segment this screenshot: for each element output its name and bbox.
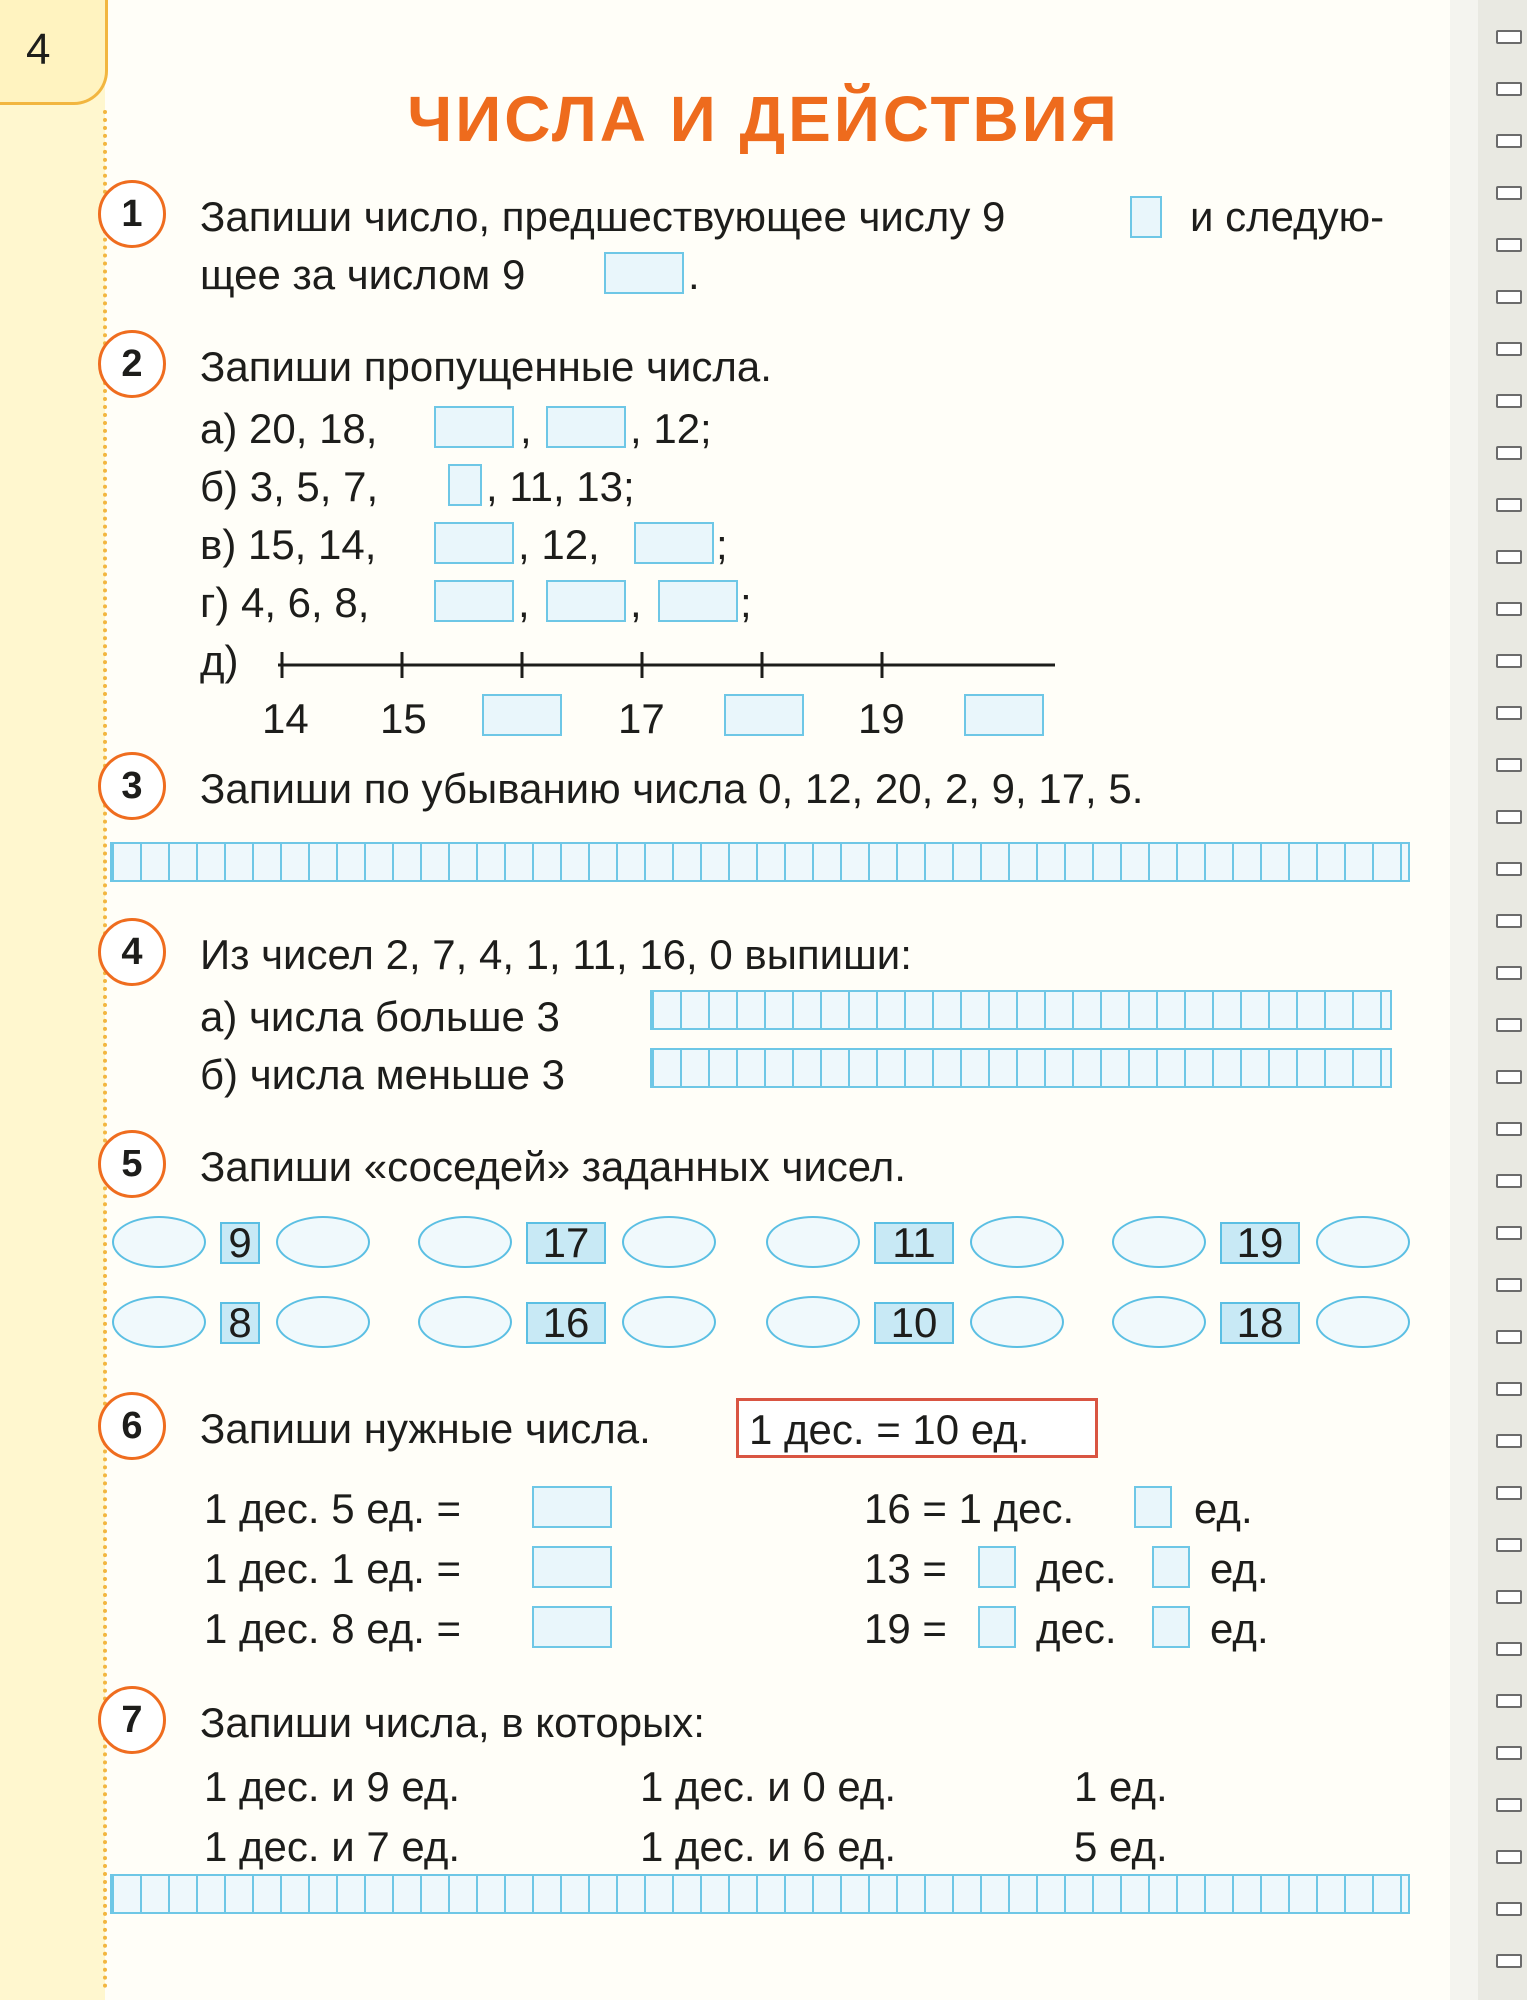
neighbor-oval[interactable] <box>418 1296 512 1348</box>
spiral-coil <box>1496 1902 1522 1916</box>
task-4a-answer-grid[interactable] <box>650 990 1392 1030</box>
task-6-r2-cell-1[interactable] <box>978 1546 1016 1588</box>
task-2a-end: , 12; <box>630 405 712 452</box>
spiral-coil <box>1496 446 1522 460</box>
task-2a-sep: , <box>520 405 532 452</box>
spiral-coil <box>1496 862 1522 876</box>
task-1-badge: 1 <box>98 180 166 248</box>
page-number: 4 <box>0 0 108 105</box>
task-6-r3b: дес. <box>1036 1605 1117 1652</box>
spiral-coil <box>1496 810 1522 824</box>
spiral-coil <box>1496 1746 1522 1760</box>
spiral-coil <box>1496 1382 1522 1396</box>
spiral-coil <box>1496 82 1522 96</box>
neighbor-oval[interactable] <box>1112 1216 1206 1268</box>
rule-text: 1 дес. = 10 ед. <box>749 1406 1030 1453</box>
task-6-r3-cell-2[interactable] <box>1152 1606 1190 1648</box>
number-line-cell-1[interactable] <box>482 694 562 736</box>
spiral-coil <box>1496 1694 1522 1708</box>
task-7-item: 5 ед. <box>1074 1823 1168 1870</box>
neighbor-oval[interactable] <box>970 1296 1064 1348</box>
task-4b: б) числа меньше 3 <box>200 1051 565 1098</box>
task-6-left-1: 1 дес. 5 ед. = <box>204 1485 462 1532</box>
task-2a-cell-2[interactable] <box>546 406 626 448</box>
task-4b-answer-grid[interactable] <box>650 1048 1392 1088</box>
spiral-coil <box>1496 1122 1522 1136</box>
rule-box <box>736 1398 1098 1458</box>
spiral-coil <box>1496 1954 1522 1968</box>
task-4-badge: 4 <box>98 918 166 986</box>
task-2v-end: ; <box>716 521 728 568</box>
task-2g: г) 4, 6, 8, <box>200 579 370 626</box>
task-6-r3-cell-1[interactable] <box>978 1606 1016 1648</box>
spiral-coil <box>1496 966 1522 980</box>
task-2g-cell-2[interactable] <box>546 580 626 622</box>
given-number: 11 <box>874 1222 954 1264</box>
task-7-item: 1 дес. и 9 ед. <box>204 1763 460 1810</box>
given-number: 10 <box>874 1302 954 1344</box>
task-6-r2c: ед. <box>1210 1545 1269 1592</box>
task-3-text: Запиши по убыванию числа 0, 12, 20, 2, 9, 17, 5. <box>200 765 1144 812</box>
task-6-r2a: 13 = <box>864 1545 947 1592</box>
task-6-r1-cell[interactable] <box>1134 1486 1172 1528</box>
task-3-badge: 3 <box>98 752 166 820</box>
spiral-coil <box>1496 1330 1522 1344</box>
spiral-coil <box>1496 498 1522 512</box>
spiral-coil <box>1496 1174 1522 1188</box>
spiral-coil <box>1496 1018 1522 1032</box>
task-4-text: Из чисел 2, 7, 4, 1, 11, 16, 0 выпиши: <box>200 931 912 978</box>
task-2v-cell-2[interactable] <box>634 522 714 564</box>
task-1-answer-cell[interactable] <box>1130 196 1162 238</box>
task-2-text: Запиши пропущенные числа. <box>200 343 772 390</box>
task-2g-sep-2: , <box>630 579 642 626</box>
spiral-coil <box>1496 1850 1522 1864</box>
page-title: ЧИСЛА И ДЕЙСТВИЯ <box>407 83 1120 155</box>
task-6-left-3: 1 дес. 8 ед. = <box>204 1605 462 1652</box>
spiral-coil <box>1496 758 1522 772</box>
spiral-coil <box>1496 342 1522 356</box>
spiral-coil <box>1496 290 1522 304</box>
tick-label-14: 14 <box>262 695 309 742</box>
number-line-cell-2[interactable] <box>724 694 804 736</box>
neighbor-oval[interactable] <box>276 1296 370 1348</box>
number-line <box>270 650 1060 680</box>
task-6-left-2: 1 дес. 1 ед. = <box>204 1545 462 1592</box>
task-6-left-cell-1[interactable] <box>532 1486 612 1528</box>
task-6-r3a: 19 = <box>864 1605 947 1652</box>
neighbor-oval[interactable] <box>766 1296 860 1348</box>
left-margin <box>0 0 105 2000</box>
neighbor-oval[interactable] <box>112 1216 206 1268</box>
task-1-answer-cell-2[interactable] <box>604 252 684 294</box>
spiral-coil <box>1496 1590 1522 1604</box>
neighbor-oval[interactable] <box>1316 1296 1410 1348</box>
task-6-r3c: ед. <box>1210 1605 1269 1652</box>
given-number: 9 <box>220 1222 260 1264</box>
task-7-answer-grid[interactable] <box>110 1874 1410 1914</box>
task-6-r1a: 16 = 1 дес. <box>864 1485 1075 1532</box>
task-2v-cell-1[interactable] <box>434 522 514 564</box>
spiral-coil <box>1496 238 1522 252</box>
task-6-badge: 6 <box>98 1392 166 1460</box>
given-number: 16 <box>526 1302 606 1344</box>
task-3-answer-grid[interactable] <box>110 842 1410 882</box>
spiral-coil <box>1496 654 1522 668</box>
task-2v: в) 15, 14, <box>200 521 377 568</box>
spiral-coil <box>1496 1486 1522 1500</box>
neighbor-oval[interactable] <box>1316 1216 1410 1268</box>
task-2a: а) 20, 18, <box>200 405 378 452</box>
task-2d: д) <box>200 637 239 684</box>
task-6-left-cell-3[interactable] <box>532 1606 612 1648</box>
task-6-r2-cell-2[interactable] <box>1152 1546 1190 1588</box>
task-7-text: Запиши числа, в которых: <box>200 1699 705 1746</box>
neighbor-oval[interactable] <box>970 1216 1064 1268</box>
task-1-line2: щее за числом 9 <box>200 251 526 298</box>
neighbor-oval[interactable] <box>276 1216 370 1268</box>
spiral-coil <box>1496 30 1522 44</box>
given-number: 19 <box>1220 1222 1300 1264</box>
task-2g-cell-3[interactable] <box>658 580 738 622</box>
spiral-coil <box>1496 706 1522 720</box>
neighbor-oval[interactable] <box>622 1216 716 1268</box>
task-6-r2b: дес. <box>1036 1545 1117 1592</box>
task-1-line2-end: . <box>688 251 700 298</box>
spiral-coil <box>1496 1798 1522 1812</box>
task-6-text: Запиши нужные числа. <box>200 1405 651 1452</box>
given-number: 18 <box>1220 1302 1300 1344</box>
tick-label-17: 17 <box>618 695 665 742</box>
tick-label-15: 15 <box>380 695 427 742</box>
task-2b-end: , 11, 13; <box>486 463 635 510</box>
neighbor-oval[interactable] <box>1112 1296 1206 1348</box>
task-2v-mid: , 12, <box>518 521 600 568</box>
neighbor-oval[interactable] <box>112 1296 206 1348</box>
task-2b-cell[interactable] <box>448 464 482 506</box>
spiral-coil <box>1496 1538 1522 1552</box>
task-4a: а) числа больше 3 <box>200 993 560 1040</box>
spiral-coil <box>1496 186 1522 200</box>
neighbor-oval[interactable] <box>622 1296 716 1348</box>
task-1-line1: Запиши число, предшествующее числу 9 <box>200 193 1006 240</box>
task-6-r1b: ед. <box>1194 1485 1253 1532</box>
task-2g-end: ; <box>740 579 752 626</box>
spiral-coil <box>1496 550 1522 564</box>
spiral-coil <box>1496 914 1522 928</box>
task-7-item: 1 дес. и 0 ед. <box>640 1763 896 1810</box>
spiral-coil <box>1496 1278 1522 1292</box>
task-5-text: Запиши «соседей» заданных чисел. <box>200 1143 906 1190</box>
task-2a-cell-1[interactable] <box>434 406 514 448</box>
spiral-coil <box>1496 1434 1522 1448</box>
task-2-badge: 2 <box>98 330 166 398</box>
spiral-coil <box>1496 602 1522 616</box>
task-2g-sep-1: , <box>518 579 530 626</box>
given-number: 8 <box>220 1302 260 1344</box>
task-7-item: 1 ед. <box>1074 1763 1168 1810</box>
neighbor-oval[interactable] <box>418 1216 512 1268</box>
task-1-line1-end: и следую- <box>1190 193 1385 240</box>
spiral-coil <box>1496 394 1522 408</box>
given-number: 17 <box>526 1222 606 1264</box>
spiral-coil <box>1496 1226 1522 1240</box>
task-2g-cell-1[interactable] <box>434 580 514 622</box>
number-line-cell-3[interactable] <box>964 694 1044 736</box>
spiral-coil <box>1496 134 1522 148</box>
tick-label-19: 19 <box>858 695 905 742</box>
task-2b: б) 3, 5, 7, <box>200 463 379 510</box>
neighbor-oval[interactable] <box>766 1216 860 1268</box>
task-7-badge: 7 <box>98 1686 166 1754</box>
task-5-badge: 5 <box>98 1130 166 1198</box>
task-7-item: 1 дес. и 6 ед. <box>640 1823 896 1870</box>
task-7-item: 1 дес. и 7 ед. <box>204 1823 460 1870</box>
task-6-left-cell-2[interactable] <box>532 1546 612 1588</box>
spiral-coil <box>1496 1642 1522 1656</box>
spiral-coil <box>1496 1070 1522 1084</box>
